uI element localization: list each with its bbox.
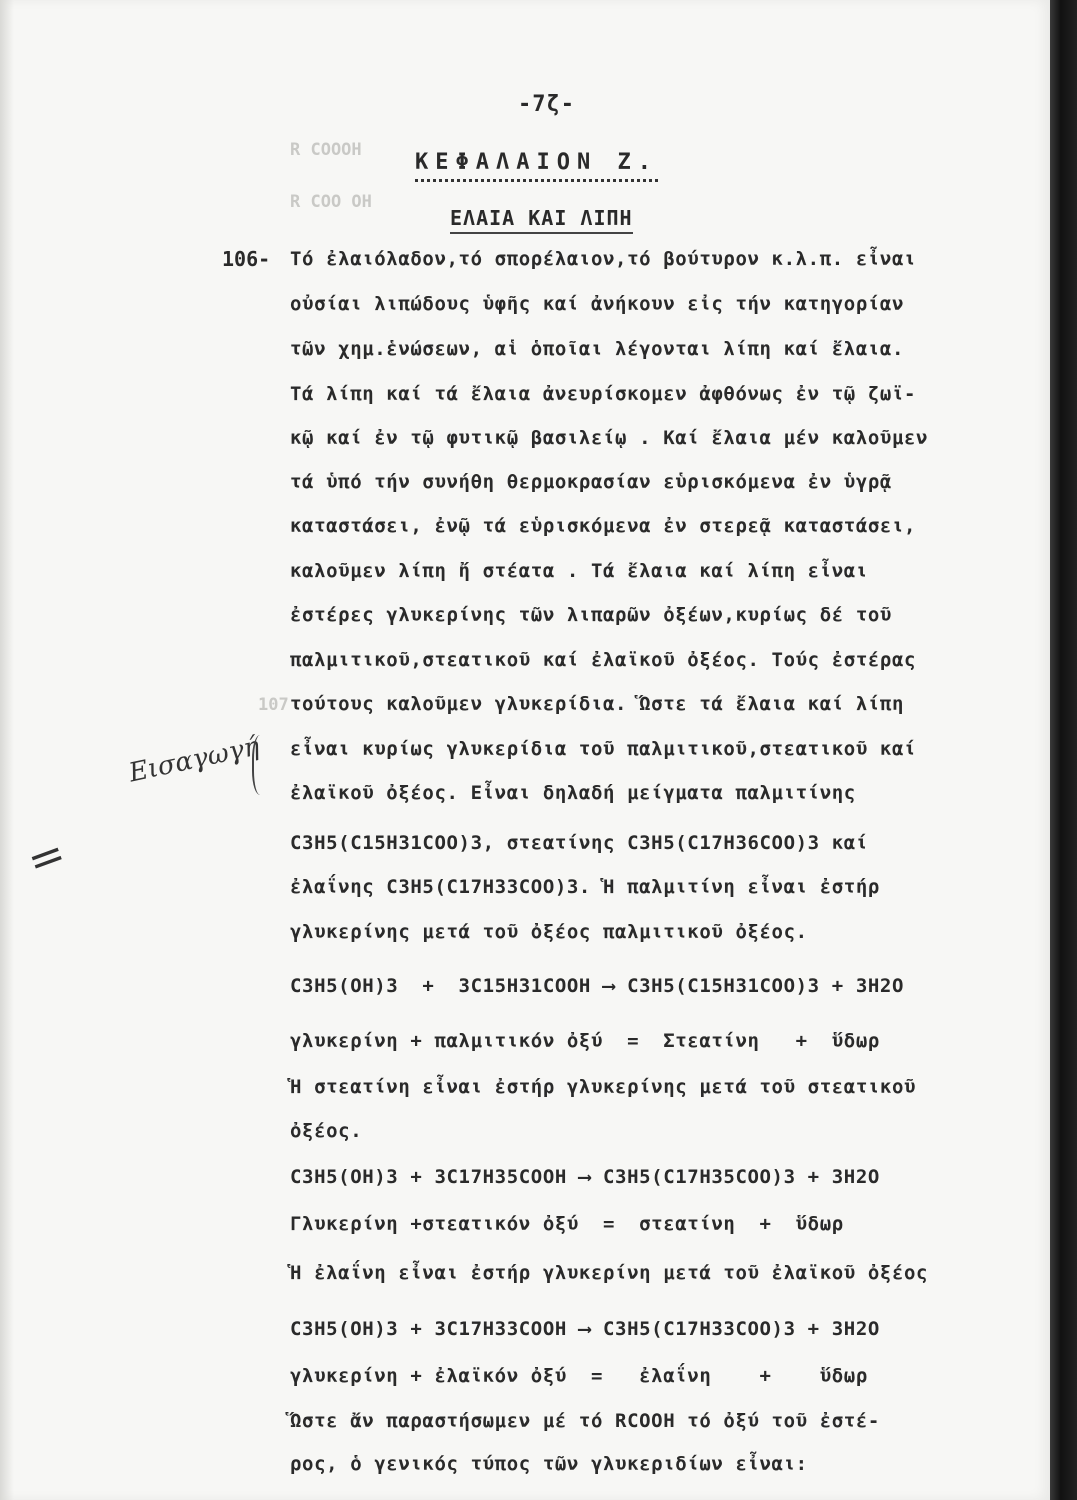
handwritten-margin-note: Εισαγωγή — [126, 731, 263, 789]
bleed-through-text: 107 — [258, 695, 289, 715]
body-line: γλυκερίνη + ἐλαϊκόν ὀξύ = ἐλαΐνη + ὕδωρ — [290, 1365, 868, 1387]
chapter-title: ΚΕΦΑΛΑΙΟΝ Ζ. — [415, 150, 658, 182]
body-line: τούτους καλοῦμεν γλυκερίδια. Ὥστε τά ἔλαια καί λίπη — [290, 693, 904, 715]
body-line: ἐστέρες γλυκερίνης τῶν λιπαρῶν ὀξέων,κυρίως δέ τοῦ — [290, 604, 892, 626]
body-line: Ὥστε ἄν παραστήσωμεν μέ τό RCOOH τό ὀξύ τοῦ ἐστέ- — [290, 1410, 880, 1432]
body-line: Ἡ ἐλαΐνη εἶναι ἐστήρ γλυκερίνη μετά τοῦ ἐλαϊκοῦ ὀξέος — [290, 1262, 929, 1284]
section-title: ΕΛΑΙΑ ΚΑΙ ΛΙΠΗ — [450, 206, 633, 234]
equation-line: C3H5(OH)3 + 3C17H35COOH ⟶ C3H5(C17H35COO)3 + 3H2O — [290, 1166, 880, 1188]
body-line: εἶναι κυρίως γλυκερίδια τοῦ παλμιτικοῦ,στεατικοῦ καί — [290, 738, 917, 760]
body-line: γλυκερίνη + παλμιτικόν ὀξύ = Στεατίνη + ὕδωρ — [290, 1030, 880, 1052]
body-line: Ἡ στεατίνη εἶναι ἐστήρ γλυκερίνης μετά τοῦ στεατικοῦ — [290, 1076, 917, 1098]
bleed-through-text: R COOOH — [290, 140, 362, 160]
body-line: κῷ καί ἐν τῷ φυτικῷ βασιλείῳ . Καί ἔλαια μέν καλοῦμεν — [290, 427, 929, 449]
body-line: τά ὑπό τήν συνήθη θερμοκρασίαν εὑρισκόμενα ἐν ὑγρᾷ — [290, 471, 892, 493]
body-line: ρος, ὁ γενικός τύπος τῶν γλυκεριδίων εἶναι: — [290, 1453, 808, 1475]
body-line: Γλυκερίνη +στεατικόν ὀξύ = στεατίνη + ὕδωρ — [290, 1213, 844, 1235]
body-line: ὀξέος. — [290, 1120, 363, 1142]
body-line: Τό ἐλαιόλαδον,τό σπορέλαιον,τό βούτυρον κ.λ.π. εἶναι — [290, 248, 917, 270]
body-line: C3H5(C15H31COO)3, στεατίνης C3H5(C17H36COO)3 καί — [290, 832, 868, 854]
equation-line: C3H5(OH)3 + 3C17H33COOH ⟶ C3H5(C17H33COO)3 + 3H2O — [290, 1318, 880, 1340]
body-line: καλοῦμεν λίπη ἤ στέατα . Τά ἔλαια καί λίπη εἶναι — [290, 560, 868, 582]
body-line: καταστάσει, ἐνῷ τά εὑρισκόμενα ἐν στερεᾷ καταστάσει, — [290, 515, 917, 537]
body-line: παλμιτικοῦ,στεατικοῦ καί ἐλαϊκοῦ ὀξέος. Τούς ἐστέρας — [290, 649, 917, 671]
handwritten-bracket — [252, 735, 272, 795]
scan-edge — [1050, 0, 1077, 1500]
body-line: γλυκερίνης μετά τοῦ ὀξέος παλμιτικοῦ ὀξέος. — [290, 921, 808, 943]
paragraph-number: 106- — [222, 247, 271, 271]
handwritten-equal-mark: = — [20, 827, 73, 888]
page-number: -7ζ- — [518, 92, 575, 117]
bleed-through-text: R COO OH — [290, 192, 372, 212]
equation-line: C3H5(OH)3 + 3C15H31COOH ⟶ C3H5(C15H31COO)3 + 3H2O — [290, 975, 904, 997]
body-line: ἐλαϊκοῦ ὀξέος. Εἶναι δηλαδή μείγματα παλμιτίνης — [290, 782, 856, 804]
body-line: τῶν χημ.ἑνώσεων, αἱ ὁποῖαι λέγονται λίπη καί ἔλαια. — [290, 338, 904, 360]
page-shadow — [0, 0, 14, 1500]
body-line: ἐλαΐνης C3H5(C17H33COO)3. Ἡ παλμιτίνη εἶναι ἐστήρ — [290, 876, 880, 898]
body-line: Τά λίπη καί τά ἔλαια ἀνευρίσκομεν ἀφθόνως ἐν τῷ ζωϊ- — [290, 383, 917, 405]
body-line: οὐσίαι λιπώδους ὑφῆς καί ἀνήκουν εἰς τήν κατηγορίαν — [290, 293, 904, 315]
